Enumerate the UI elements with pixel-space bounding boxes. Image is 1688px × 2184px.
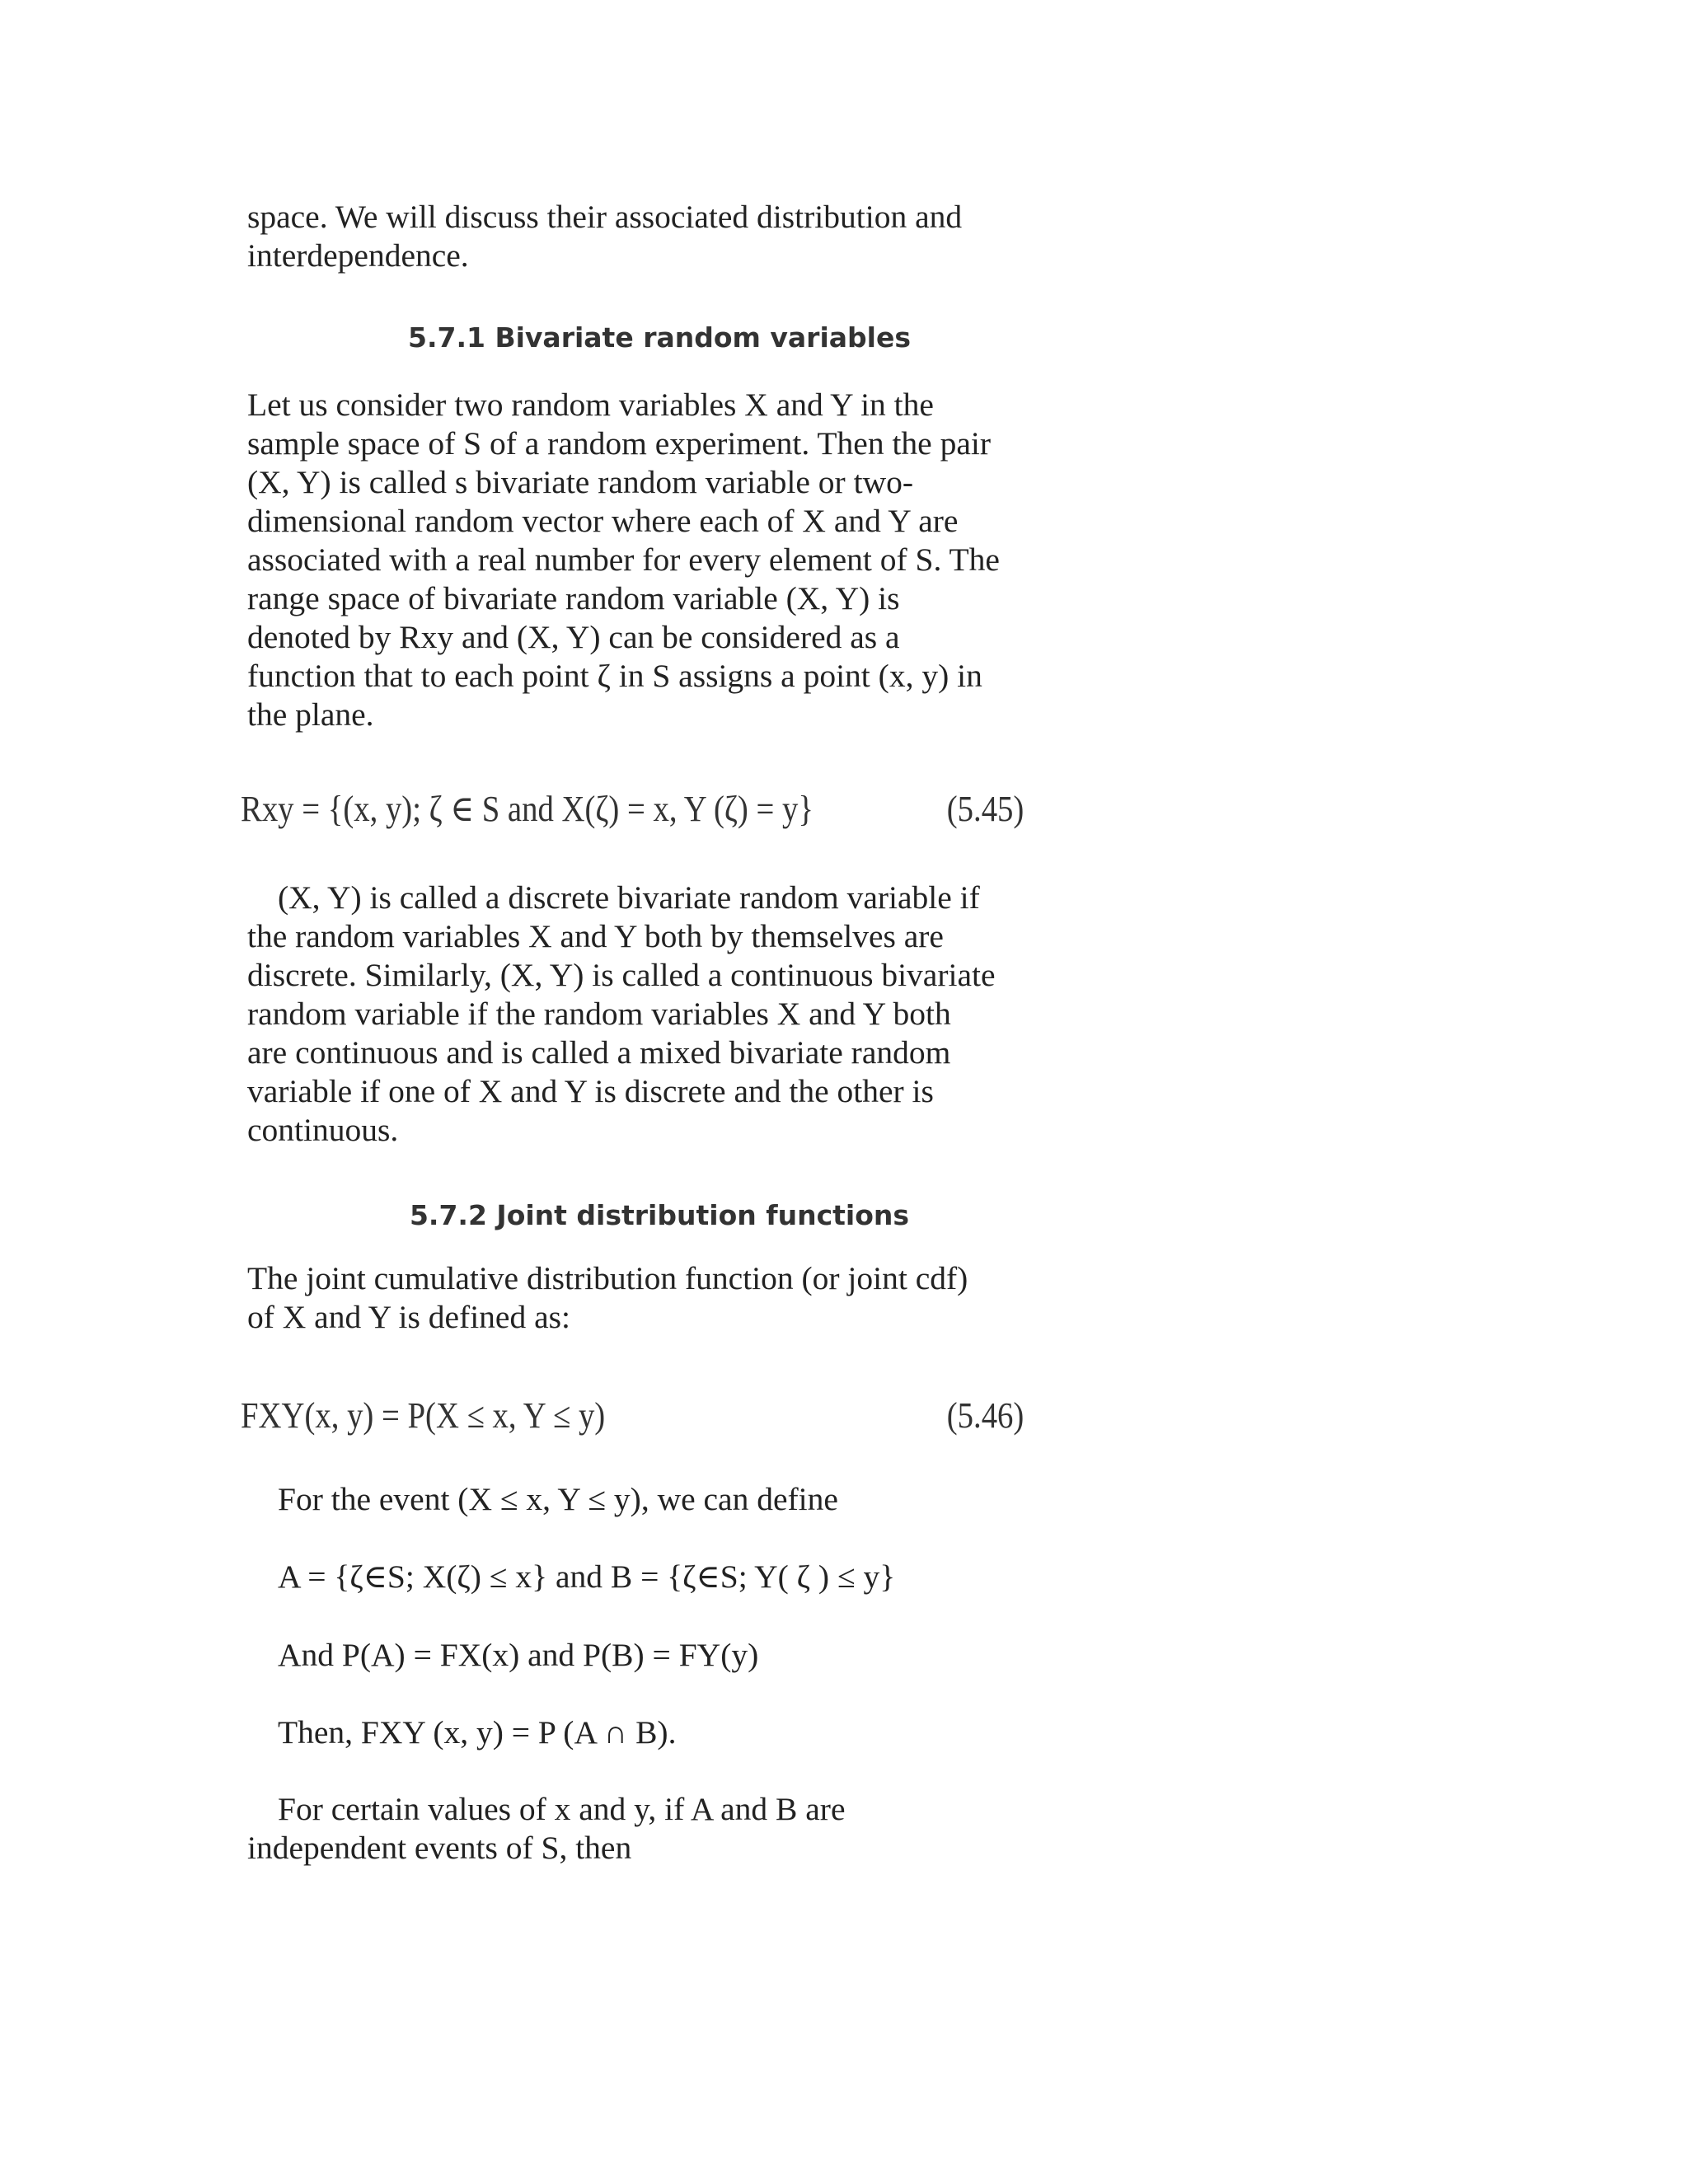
text-line: range space of bivariate random variable (X, Y) is [247,580,900,616]
text-line: sample space of S of a random experiment. Then the pair [247,425,991,462]
text-line: the plane. [247,696,374,733]
text-line: space. We will discuss their associated distribution and [247,199,963,235]
text-line: continuous. [247,1112,399,1148]
discrete-paragraph [247,879,1039,1150]
then-line: Then, FXY (x, y) = P (A ∩ B). [278,1714,677,1750]
equation-text: FXY(x, y) = P(X ≤ x, Y ≤ y) [241,1395,606,1436]
section-heading-joint: 5.7.2 Joint distribution functions [409,1199,910,1231]
section-heading-bivariate: 5.7.1 Bivariate random variables [408,321,911,354]
text-line: discrete. Similarly, (X, Y) is called a continuous bivariate [247,957,996,993]
text-line: (X, Y) is called a discrete bivariate random variable if [278,879,980,916]
independent-paragraph [247,1790,1039,1868]
event-line: For the event (X ≤ x, Y ≤ y), we can define [278,1481,838,1517]
text-line: the random variables X and Y both by themselves are [247,918,944,954]
bivariate-paragraph [247,386,1039,734]
text-line: associated with a real number for every element of S. The [247,541,1000,578]
joint-paragraph [247,1259,1039,1337]
text-line: denoted by Rxy and (X, Y) can be considered as a [247,619,900,655]
text-line: dimensional random vector where each of X and Y are [247,503,959,539]
text-line: variable if one of X and Y is discrete and the other is [247,1073,934,1109]
equation-text: Rxy = {(x, y); ζ ∈ S and X(ζ) = x, Y (ζ) = y} [241,789,814,829]
text-line: function that to each point ζ in S assigns a point (x, y) in [247,658,982,694]
text-line: interdependence. [247,237,469,274]
text-line: independent events of S, then [247,1830,632,1866]
equation-number: (5.46) [946,1395,1024,1436]
equation-5-45 [241,785,1024,834]
text-line: The joint cumulative distribution function (or joint cdf) [247,1260,968,1296]
text-line: random variable if the random variables X and Y both [247,996,951,1032]
text-line: are continuous and is called a mixed bivariate random [247,1034,951,1071]
probabilities-line: And P(A) = FX(x) and P(B) = FY(y) [278,1637,759,1673]
equation-number: (5.45) [946,789,1024,829]
equation-5-46 [241,1391,1024,1441]
intro-paragraph [247,198,1039,275]
text-line: For certain values of x and y, if A and B are [278,1791,846,1827]
text-line: (X, Y) is called s bivariate random variable or two- [247,464,913,500]
text-line: Let us consider two random variables X and Y in the [247,387,934,423]
text-line: of X and Y is defined as: [247,1299,570,1335]
sets-line: A = {ζ∈S; X(ζ) ≤ x} and B = {ζ∈S; Y( ζ ) ≤ y} [278,1558,896,1595]
